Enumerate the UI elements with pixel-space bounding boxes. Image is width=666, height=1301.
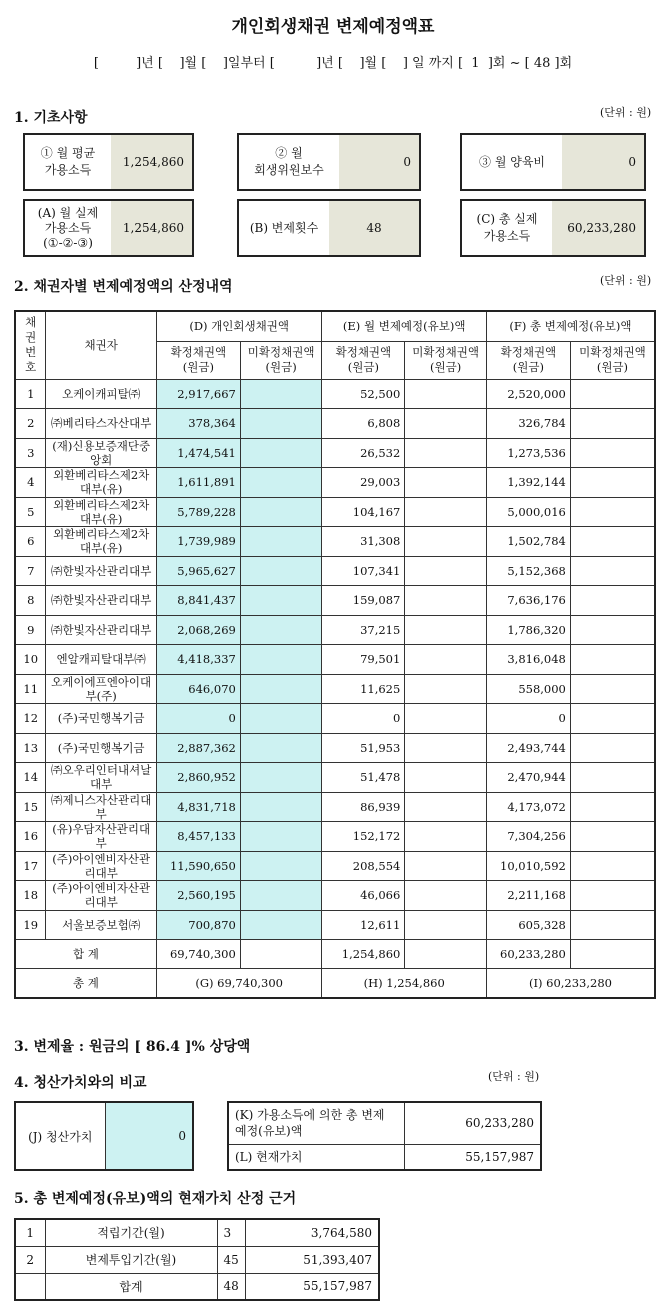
row-e-unconfirmed	[405, 851, 487, 881]
basis-no	[15, 1273, 45, 1300]
row-f-unconfirmed	[570, 645, 655, 675]
header-d-unconfirmed: 미확정채권액 (원금)	[240, 341, 322, 379]
table-row	[15, 409, 655, 439]
row-f-confirmed: 1,502,784	[486, 527, 570, 557]
row-f-unconfirmed	[570, 763, 655, 793]
child-support-box	[460, 133, 646, 191]
child-support-label: ③ 월 양육비	[479, 154, 545, 169]
row-f-confirmed: 10,010,592	[486, 851, 570, 881]
row-f-unconfirmed	[570, 409, 655, 439]
section5-heading: 5. 총 변제예정(유보)액의 현재가치 산정 근거	[14, 1191, 297, 1207]
row-no: 16	[15, 822, 46, 852]
row-e-confirmed: 159,087	[322, 586, 405, 616]
row-e-confirmed: 104,167	[322, 497, 405, 527]
row-e-unconfirmed	[405, 674, 487, 704]
basis-row	[15, 1246, 379, 1273]
row-f-confirmed: 7,304,256	[486, 822, 570, 852]
monthly-income-box	[23, 133, 194, 191]
liquidation-value: 0	[105, 1102, 193, 1170]
row-d-unconfirmed	[240, 763, 322, 793]
actual-income-label: (A) 월 실제 가용소득 (①-②-③)	[37, 205, 99, 250]
row-no: 4	[15, 468, 46, 498]
row-no: 2	[15, 409, 46, 439]
header-creditor: 채권자	[46, 311, 156, 379]
table-row	[15, 910, 655, 940]
row-f-confirmed: 5,152,368	[486, 556, 570, 586]
row-d-unconfirmed	[240, 556, 322, 586]
row-e-unconfirmed	[405, 881, 487, 911]
row-f-unconfirmed	[570, 733, 655, 763]
row-creditor: 서울보증보험㈜	[46, 910, 156, 940]
trustee-fee-value: 0	[339, 135, 419, 189]
row-e-confirmed: 31,308	[322, 527, 405, 557]
basis-label: 적립기간(월)	[45, 1219, 217, 1246]
row-e-unconfirmed	[405, 409, 487, 439]
table-row	[15, 468, 655, 498]
k-value: 60,233,280	[404, 1102, 541, 1144]
row-f-unconfirmed	[570, 881, 655, 911]
row-e-confirmed: 37,215	[322, 615, 405, 645]
creditor-rows	[15, 379, 655, 940]
table-row	[15, 586, 655, 616]
present-value-basis-table	[14, 1218, 380, 1301]
row-d-confirmed: 2,068,269	[156, 615, 240, 645]
total-income-label: (C) 총 실제 가용소득	[476, 212, 538, 243]
basis-amount: 55,157,987	[245, 1273, 379, 1300]
creditor-table	[14, 310, 656, 999]
actual-income-value: 1,254,860	[111, 201, 192, 255]
child-support-value: 0	[562, 135, 644, 189]
table-row	[15, 881, 655, 911]
section4-heading: 4. 청산가치와의 비교	[14, 1075, 147, 1091]
row-d-confirmed: 4,418,337	[156, 645, 240, 675]
section1-unit: (단위 : 원)	[600, 106, 652, 119]
basis-amount: 3,764,580	[245, 1219, 379, 1246]
header-e-unconfirmed: 미확정채권액 (원금)	[405, 341, 487, 379]
row-e-unconfirmed	[405, 822, 487, 852]
row-f-confirmed: 558,000	[486, 674, 570, 704]
row-d-unconfirmed	[240, 438, 322, 468]
header-d: (D) 개인회생채권액	[156, 311, 322, 341]
row-creditor: 외환베리타스제2차 대부(유)	[46, 527, 156, 557]
present-value-table	[227, 1101, 542, 1171]
row-no: 7	[15, 556, 46, 586]
row-f-unconfirmed	[570, 851, 655, 881]
row-d-unconfirmed	[240, 822, 322, 852]
row-f-confirmed: 1,273,536	[486, 438, 570, 468]
row-f-unconfirmed	[570, 586, 655, 616]
row-f-confirmed: 1,786,320	[486, 615, 570, 645]
row-d-confirmed: 2,560,195	[156, 881, 240, 911]
total-income-value: 60,233,280	[552, 201, 644, 255]
row-f-unconfirmed	[570, 556, 655, 586]
basis-months: 45	[217, 1246, 245, 1273]
row-creditor: 외환베리타스제2차 대부(유)	[46, 497, 156, 527]
row-no: 6	[15, 527, 46, 557]
row-f-confirmed: 3,816,048	[486, 645, 570, 675]
row-d-unconfirmed	[240, 674, 322, 704]
subtotal-e: 1,254,860	[322, 940, 405, 969]
row-f-unconfirmed	[570, 822, 655, 852]
row-e-confirmed: 6,808	[322, 409, 405, 439]
subtotal-d-unconfirmed	[240, 940, 322, 969]
row-e-unconfirmed	[405, 527, 487, 557]
total-g: (G) 69,740,300	[156, 969, 322, 998]
row-f-unconfirmed	[570, 615, 655, 645]
row-f-confirmed: 5,000,016	[486, 497, 570, 527]
row-f-confirmed: 2,470,944	[486, 763, 570, 793]
row-f-unconfirmed	[570, 792, 655, 822]
header-f: (F) 총 변제예정(유보)액	[486, 311, 655, 341]
row-f-unconfirmed	[570, 438, 655, 468]
row-creditor: (주)국민행복기금	[46, 704, 156, 734]
header-f-unconfirmed: 미확정채권액 (원금)	[570, 341, 655, 379]
liquidation-table	[14, 1101, 194, 1171]
table-row	[15, 645, 655, 675]
row-no: 17	[15, 851, 46, 881]
row-no: 15	[15, 792, 46, 822]
row-d-confirmed: 1,474,541	[156, 438, 240, 468]
basis-months: 3	[217, 1219, 245, 1246]
row-no: 1	[15, 379, 46, 409]
row-f-confirmed: 2,493,744	[486, 733, 570, 763]
table-row	[15, 763, 655, 793]
row-e-unconfirmed	[405, 438, 487, 468]
total-h: (H) 1,254,860	[322, 969, 487, 998]
total-income-box	[460, 199, 646, 257]
period-line: [ ]년 [ ]월 [ ]일부터 [ ]년 [ ]월 [ ] 일 까지 [ 1 ]회 ~ [ 48 ]회	[93, 56, 573, 71]
row-d-confirmed: 0	[156, 704, 240, 734]
section3-heading: 3. 변제율 : 원금의 [ 86.4 ]% 상당액	[14, 1039, 251, 1055]
row-e-confirmed: 0	[322, 704, 405, 734]
row-f-unconfirmed	[570, 468, 655, 498]
row-d-unconfirmed	[240, 497, 322, 527]
section1-heading: 1. 기초사항	[14, 110, 88, 126]
row-creditor: ㈜베리타스자산대부	[46, 409, 156, 439]
subtotal-d: 69,740,300	[156, 940, 240, 969]
basis-label: 합계	[45, 1273, 217, 1300]
row-d-unconfirmed	[240, 704, 322, 734]
row-e-unconfirmed	[405, 645, 487, 675]
table-row	[15, 497, 655, 527]
row-no: 10	[15, 645, 46, 675]
liquidation-label: (J) 청산가치	[15, 1102, 105, 1170]
basis-label: 변제투입기간(월)	[45, 1246, 217, 1273]
header-f-confirmed: 확정채권액 (원금)	[486, 341, 570, 379]
section4-unit: (단위 : 원)	[488, 1070, 540, 1083]
table-row	[15, 379, 655, 409]
row-f-confirmed: 0	[486, 704, 570, 734]
row-e-unconfirmed	[405, 556, 487, 586]
row-f-unconfirmed	[570, 379, 655, 409]
row-no: 8	[15, 586, 46, 616]
subtotal-f: 60,233,280	[486, 940, 570, 969]
row-f-unconfirmed	[570, 704, 655, 734]
basis-months: 48	[217, 1273, 245, 1300]
header-d-confirmed: 확정채권액 (원금)	[156, 341, 240, 379]
table-row	[15, 674, 655, 704]
row-f-confirmed: 326,784	[486, 409, 570, 439]
row-e-confirmed: 29,003	[322, 468, 405, 498]
total-i: (I) 60,233,280	[486, 969, 655, 998]
row-creditor: (주)아이엔비자산관 리대부	[46, 881, 156, 911]
row-d-confirmed: 1,611,891	[156, 468, 240, 498]
subtotal-label: 합 계	[15, 940, 156, 969]
repay-count-box	[237, 199, 421, 257]
basis-amount: 51,393,407	[245, 1246, 379, 1273]
table-row	[15, 851, 655, 881]
row-no: 11	[15, 674, 46, 704]
row-no: 12	[15, 704, 46, 734]
row-e-confirmed: 51,953	[322, 733, 405, 763]
row-d-confirmed: 1,739,989	[156, 527, 240, 557]
row-creditor: ㈜제니스자산관리대 부	[46, 792, 156, 822]
table-row	[15, 556, 655, 586]
repay-count-label: (B) 변제횟수	[249, 220, 319, 235]
row-d-confirmed: 2,917,667	[156, 379, 240, 409]
header-e: (E) 월 변제예정(유보)액	[322, 311, 487, 341]
total-label: 총 계	[15, 969, 156, 998]
row-e-unconfirmed	[405, 586, 487, 616]
row-f-confirmed: 7,636,176	[486, 586, 570, 616]
row-e-confirmed: 79,501	[322, 645, 405, 675]
monthly-income-label: ① 월 평균 가용소득	[40, 146, 96, 177]
row-e-confirmed: 152,172	[322, 822, 405, 852]
header-no: 채권 번호	[15, 311, 46, 379]
row-e-confirmed: 52,500	[322, 379, 405, 409]
row-e-confirmed: 46,066	[322, 881, 405, 911]
row-f-unconfirmed	[570, 497, 655, 527]
row-creditor: ㈜오우리인터내셔날 대부	[46, 763, 156, 793]
row-creditor: ㈜한빛자산관리대부	[46, 586, 156, 616]
row-creditor: 엔알캐피탈대부㈜	[46, 645, 156, 675]
table-row	[15, 615, 655, 645]
row-creditor: (유)우담자산관리대 부	[46, 822, 156, 852]
section2-heading: 2. 채권자별 변제예정액의 산정내역	[14, 279, 233, 295]
row-d-confirmed: 378,364	[156, 409, 240, 439]
row-d-unconfirmed	[240, 910, 322, 940]
row-d-confirmed: 5,789,228	[156, 497, 240, 527]
row-e-confirmed: 107,341	[322, 556, 405, 586]
table-row	[15, 792, 655, 822]
row-e-unconfirmed	[405, 497, 487, 527]
row-e-unconfirmed	[405, 468, 487, 498]
header-e-confirmed: 확정채권액 (원금)	[322, 341, 405, 379]
row-f-unconfirmed	[570, 674, 655, 704]
row-e-unconfirmed	[405, 792, 487, 822]
k-label: (K) 가용소득에 의한 총 변제 예정(유보)액	[228, 1102, 404, 1144]
row-no: 18	[15, 881, 46, 911]
row-d-confirmed: 8,841,437	[156, 586, 240, 616]
row-e-confirmed: 208,554	[322, 851, 405, 881]
basis-no: 1	[15, 1219, 45, 1246]
row-creditor: (재)신용보증재단중 앙회	[46, 438, 156, 468]
row-e-unconfirmed	[405, 910, 487, 940]
row-d-unconfirmed	[240, 733, 322, 763]
basis-rows	[15, 1219, 379, 1300]
table-row	[15, 704, 655, 734]
row-e-confirmed: 51,478	[322, 763, 405, 793]
row-creditor: 외환베리타스제2차 대부(유)	[46, 468, 156, 498]
basis-row	[15, 1219, 379, 1246]
row-creditor: ㈜한빛자산관리대부	[46, 556, 156, 586]
row-e-unconfirmed	[405, 733, 487, 763]
row-d-confirmed: 8,457,133	[156, 822, 240, 852]
row-no: 3	[15, 438, 46, 468]
row-no: 9	[15, 615, 46, 645]
row-no: 13	[15, 733, 46, 763]
basis-no: 2	[15, 1246, 45, 1273]
subtotal-f-unconfirmed	[570, 940, 655, 969]
row-d-unconfirmed	[240, 468, 322, 498]
row-d-unconfirmed	[240, 615, 322, 645]
row-no: 19	[15, 910, 46, 940]
row-e-confirmed: 12,611	[322, 910, 405, 940]
section2-unit: (단위 : 원)	[600, 274, 652, 287]
row-d-confirmed: 646,070	[156, 674, 240, 704]
row-d-confirmed: 11,590,650	[156, 851, 240, 881]
row-d-unconfirmed	[240, 586, 322, 616]
row-d-unconfirmed	[240, 409, 322, 439]
row-f-unconfirmed	[570, 910, 655, 940]
row-d-unconfirmed	[240, 379, 322, 409]
row-f-confirmed: 1,392,144	[486, 468, 570, 498]
row-d-unconfirmed	[240, 881, 322, 911]
row-e-confirmed: 86,939	[322, 792, 405, 822]
row-d-confirmed: 2,860,952	[156, 763, 240, 793]
page-title: 개인회생채권 변제예정액표	[231, 17, 435, 37]
row-e-confirmed: 26,532	[322, 438, 405, 468]
repay-count-value: 48	[329, 201, 419, 255]
l-label: (L) 현재가치	[228, 1144, 404, 1170]
row-d-confirmed: 4,831,718	[156, 792, 240, 822]
actual-income-box	[23, 199, 194, 257]
row-d-unconfirmed	[240, 851, 322, 881]
trustee-fee-box	[237, 133, 421, 191]
table-row	[15, 733, 655, 763]
row-creditor: ㈜한빛자산관리대부	[46, 615, 156, 645]
row-e-unconfirmed	[405, 379, 487, 409]
row-e-unconfirmed	[405, 615, 487, 645]
row-d-unconfirmed	[240, 792, 322, 822]
row-creditor: (주)국민행복기금	[46, 733, 156, 763]
row-f-confirmed: 605,328	[486, 910, 570, 940]
row-creditor: 오케이에프엔아이대 부(주)	[46, 674, 156, 704]
row-no: 14	[15, 763, 46, 793]
table-row	[15, 438, 655, 468]
monthly-income-value: 1,254,860	[111, 135, 192, 189]
row-e-unconfirmed	[405, 704, 487, 734]
row-d-confirmed: 2,887,362	[156, 733, 240, 763]
row-f-unconfirmed	[570, 527, 655, 557]
row-e-confirmed: 11,625	[322, 674, 405, 704]
trustee-fee-label: ② 월 회생위원보수	[254, 146, 324, 177]
table-row	[15, 822, 655, 852]
subtotal-e-unconfirmed	[405, 940, 487, 969]
row-creditor: (주)아이엔비자산관 리대부	[46, 851, 156, 881]
row-d-confirmed: 5,965,627	[156, 556, 240, 586]
row-d-unconfirmed	[240, 527, 322, 557]
row-f-confirmed: 4,173,072	[486, 792, 570, 822]
row-f-confirmed: 2,520,000	[486, 379, 570, 409]
row-d-confirmed: 700,870	[156, 910, 240, 940]
row-f-confirmed: 2,211,168	[486, 881, 570, 911]
row-creditor: 오케이캐피탈㈜	[46, 379, 156, 409]
row-e-unconfirmed	[405, 763, 487, 793]
row-no: 5	[15, 497, 46, 527]
l-value: 55,157,987	[404, 1144, 541, 1170]
row-d-unconfirmed	[240, 645, 322, 675]
basis-row	[15, 1273, 379, 1300]
table-row	[15, 527, 655, 557]
